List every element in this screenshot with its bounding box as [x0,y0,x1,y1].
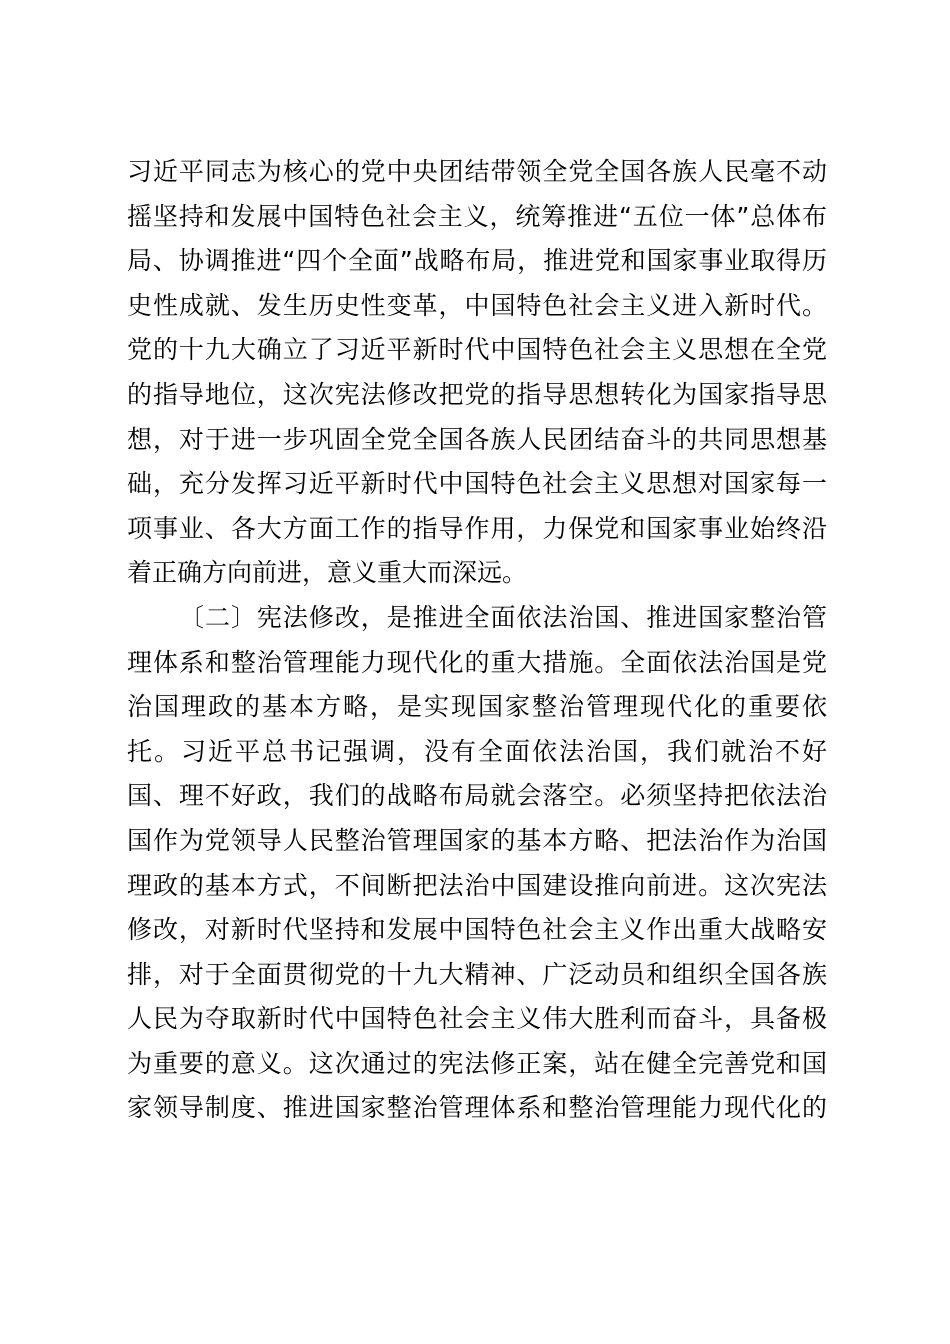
text-line: 为重要的意义。这次通过的宪法修正案，站在健全完善党和国 [127,1048,827,1078]
text-line: 想，对于进一步巩固全党全国各族人民团结奋斗的共同思想基 [127,424,827,454]
text-line: 的指导地位，这次宪法修改把党的指导思想转化为国家指导思 [127,379,827,409]
text-line: 党的十九大确立了习近平新时代中国特色社会主义思想在全党 [127,335,827,365]
text-line: 托。习近平总书记强调，没有全面依法治国，我们就治不好 [127,736,827,766]
text-line: 国、理不好政，我们的战略布局就会落空。必须坚持把依法治 [127,781,827,811]
text-line: 国作为党领导人民整治管理国家的基本方略、把法治作为治国 [127,825,827,855]
text-line: 着正确方向前进，意义重大而深远。 [127,558,528,588]
text-line: 理体系和整治管理能力现代化的重大措施。全面依法治国是党 [127,647,827,677]
text-line: 史性成就、发生历史性变革，中国特色社会主义进入新时代。 [127,290,827,320]
text-line: 家领导制度、推进国家整治管理体系和整治管理能力现代化的 [127,1093,827,1123]
text-line: 人民为夺取新时代中国特色社会主义伟大胜利而奋斗，具备极 [127,1004,827,1034]
text-line: 治国理政的基本方略，是实现国家整治管理现代化的重要依 [127,692,827,722]
text-line: 排，对于全面贯彻党的十九大精神、广泛动员和组织全国各族 [127,959,827,989]
text-line: 础，充分发挥习近平新时代中国特色社会主义思想对国家每一 [127,469,827,499]
text-line: 摇坚持和发展中国特色社会主义，统筹推进“五位一体”总体布 [127,201,827,231]
text-line: 修改，对新时代坚持和发展中国特色社会主义作出重大战略安 [127,915,827,945]
text-line: 习近平同志为核心的党中央团结带领全党全国各族人民毫不动 [127,157,827,186]
text-line: 项事业、各大方面工作的指导作用，力保党和国家事业始终沿 [127,513,827,543]
body-text [127,150,827,1131]
text-line: 局、协调推进“四个全面”战略布局，推进党和国家事业取得历 [127,246,827,276]
section-heading-line: 〔二〕宪法修改，是推进全面依法治国、推进国家整治管 [179,602,827,632]
text-line: 理政的基本方式，不间断把法治中国建设推向前进。这次宪法 [127,870,827,900]
